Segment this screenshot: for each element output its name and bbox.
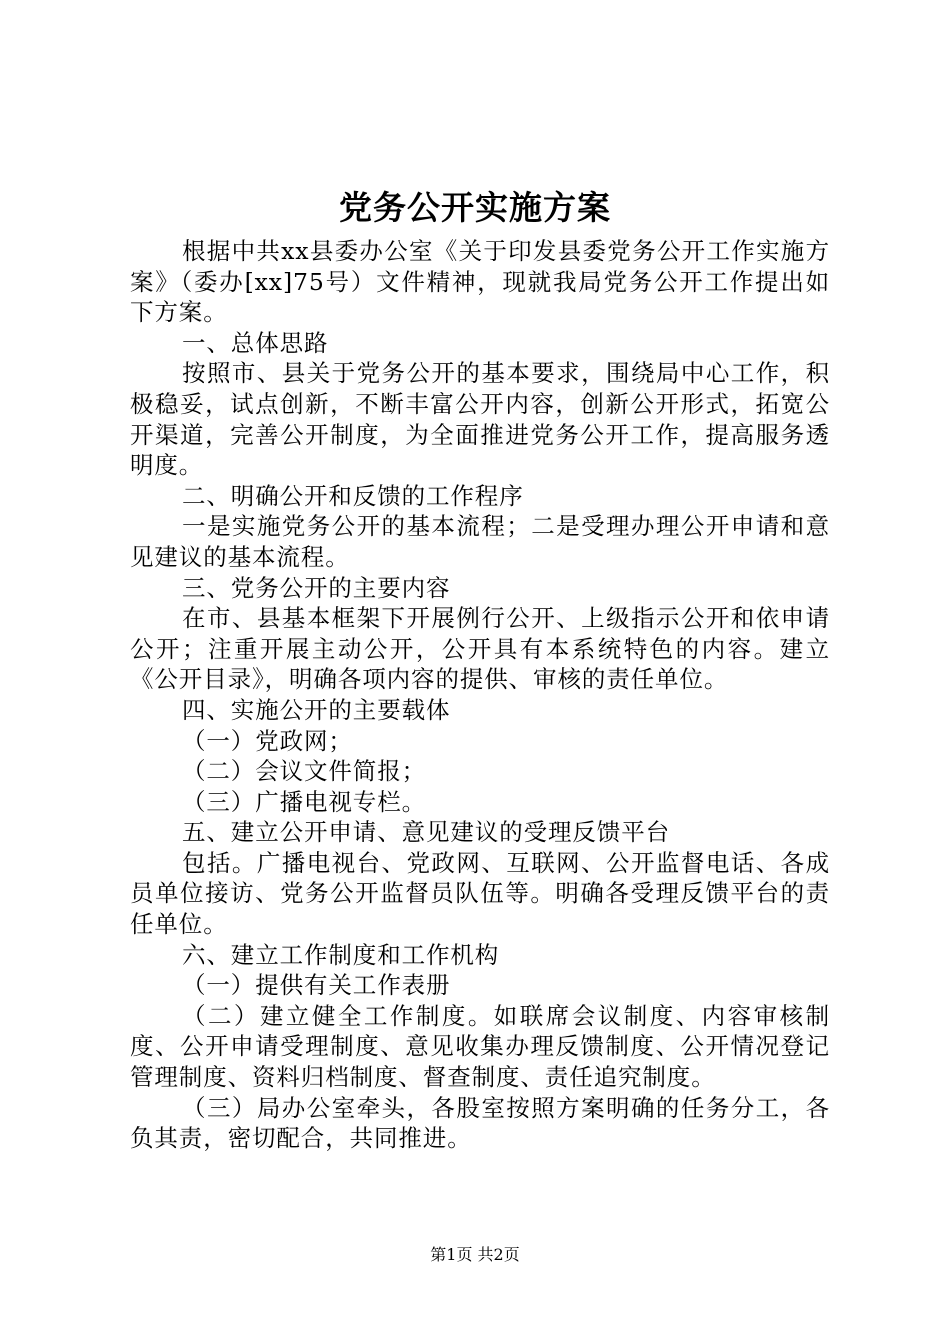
page-footer (0, 1244, 950, 1266)
paragraph-section-2: 一是实施党务公开的基本流程；二是受理办理公开申请和意见建议的基本流程。 (130, 512, 830, 571)
document-title: 党务公开实施方案 (339, 188, 611, 227)
section-heading-1: 一、总体思路 (182, 328, 329, 357)
section-heading-5: 五、建立公开申请、意见建议的受理反馈平台 (182, 818, 670, 847)
list-item-mechanism-1: （一）提供有关工作表册 (182, 971, 451, 1000)
page-number: 第1页 共2页 (430, 1245, 520, 1264)
list-item-carrier-3: （三）广播电视专栏。 (182, 787, 426, 816)
list-item-mechanism-2: （二）建立健全工作制度。如联席会议制度、内容审核制度、公开申请受理制度、意见收集办理反馈制度、公开情况登记管理制度、资料归档制度、督查制度、责任追究制度。 (130, 1001, 830, 1092)
paragraph-section-5: 包括。广播电视台、党政网、互联网、公开监督电话、各成员单位接访、党务公开监督员队伍等。明确各受理反馈平台的责任单位。 (130, 848, 830, 939)
section-heading-4: 四、实施公开的主要载体 (182, 695, 451, 724)
section-heading-6: 六、建立工作制度和工作机构 (182, 940, 500, 969)
document-body (130, 236, 830, 1154)
list-item-carrier-1: （一）党政网； (182, 726, 353, 755)
list-item-carrier-2: （二）会议文件简报； (182, 757, 426, 786)
section-heading-3: 三、党务公开的主要内容 (182, 573, 451, 602)
list-item-mechanism-3: （三）局办公室牵头，各股室按照方案明确的任务分工，各负其责，密切配合，共同推进。 (130, 1093, 830, 1153)
paragraph-section-3: 在市、县基本框架下开展例行公开、上级指示公开和依申请公开；注重开展主动公开，公开具有本系统特色的内容。建立《公开目录》，明确各项内容的提供、审核的责任单位。 (130, 604, 830, 694)
paragraph-intro: 根据中共xx县委办公室《关于印发县委党务公开工作实施方案》（委办[xx]75号）文件精神，现就我局党务公开工作提出如下方案。 (130, 237, 830, 327)
section-heading-2: 二、明确公开和反馈的工作程序 (182, 481, 524, 510)
paragraph-section-1: 按照市、县关于党务公开的基本要求，围绕局中心工作，积极稳妥，试点创新，不断丰富公开内容，创新公开形式，拓宽公开渠道，完善公开制度，为全面推进党务公开工作，提高服务透明度。 (130, 359, 830, 480)
